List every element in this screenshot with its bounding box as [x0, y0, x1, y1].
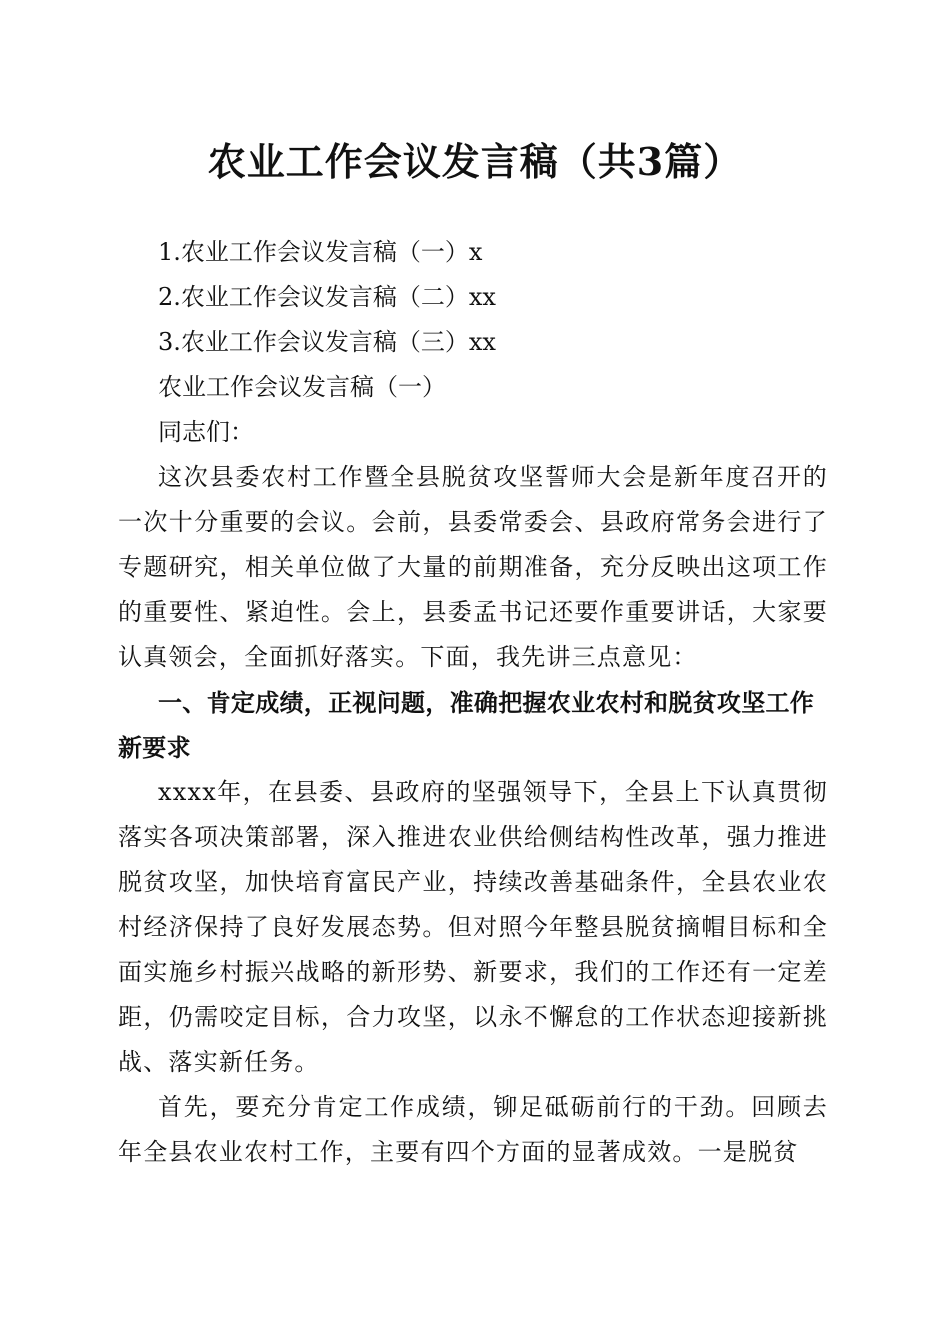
paragraph-achievements: 首先，要充分肯定工作成绩，铆足砥砺前行的干劲。回顾去年全县农业农村工作，主要有四个方面的显著成效。一是脱贫: [118, 1093, 828, 1166]
section-title: 农业工作会议发言稿（一）: [158, 373, 446, 401]
salutation: 同志们：: [158, 418, 254, 446]
paragraph-intro: 这次县委农村工作暨全县脱贫攻坚誓师大会是新年度召开的一次十分重要的会议。会前，县委常委会、县政府常务会进行了专题研究，相关单位做了大量的前期准备，充分反映出这项工作的重要性、紧迫性。会上，县委孟书记还要作重要讲话，大家要认真领会，全面抓好落实。下面，我先讲三点意见：: [118, 463, 828, 671]
heading-1: 一、肯定成绩，正视问题，准确把握农业农村和脱贫攻坚工作新要求: [118, 688, 815, 762]
toc-item-3: 3.农业工作会议发言稿（三）xx: [158, 328, 496, 356]
document-title: 农业工作会议发言稿（共3篇）: [207, 139, 743, 184]
paragraph-review: xxxx年，在县委、县政府的坚强领导下，全县上下认真贯彻落实各项决策部署，深入推进农业供给侧结构性改革，强力推进脱贫攻坚，加快培育富民产业，持续改善基础条件，全县农业农村经济保持了良好发展态势。但对照今年整县脱贫摘帽目标和全面实施乡村振兴战略的新形势、新要求，我们的工作还有一定差距，仍需咬定目标，合力攻坚，以永不懈怠的工作状态迎接新挑战、落实新任务。: [118, 778, 828, 1076]
toc-item-1: 1.农业工作会议发言稿（一）x: [158, 238, 483, 266]
toc-item-2: 2.农业工作会议发言稿（二）xx: [158, 283, 496, 311]
document-body: [118, 230, 828, 1175]
